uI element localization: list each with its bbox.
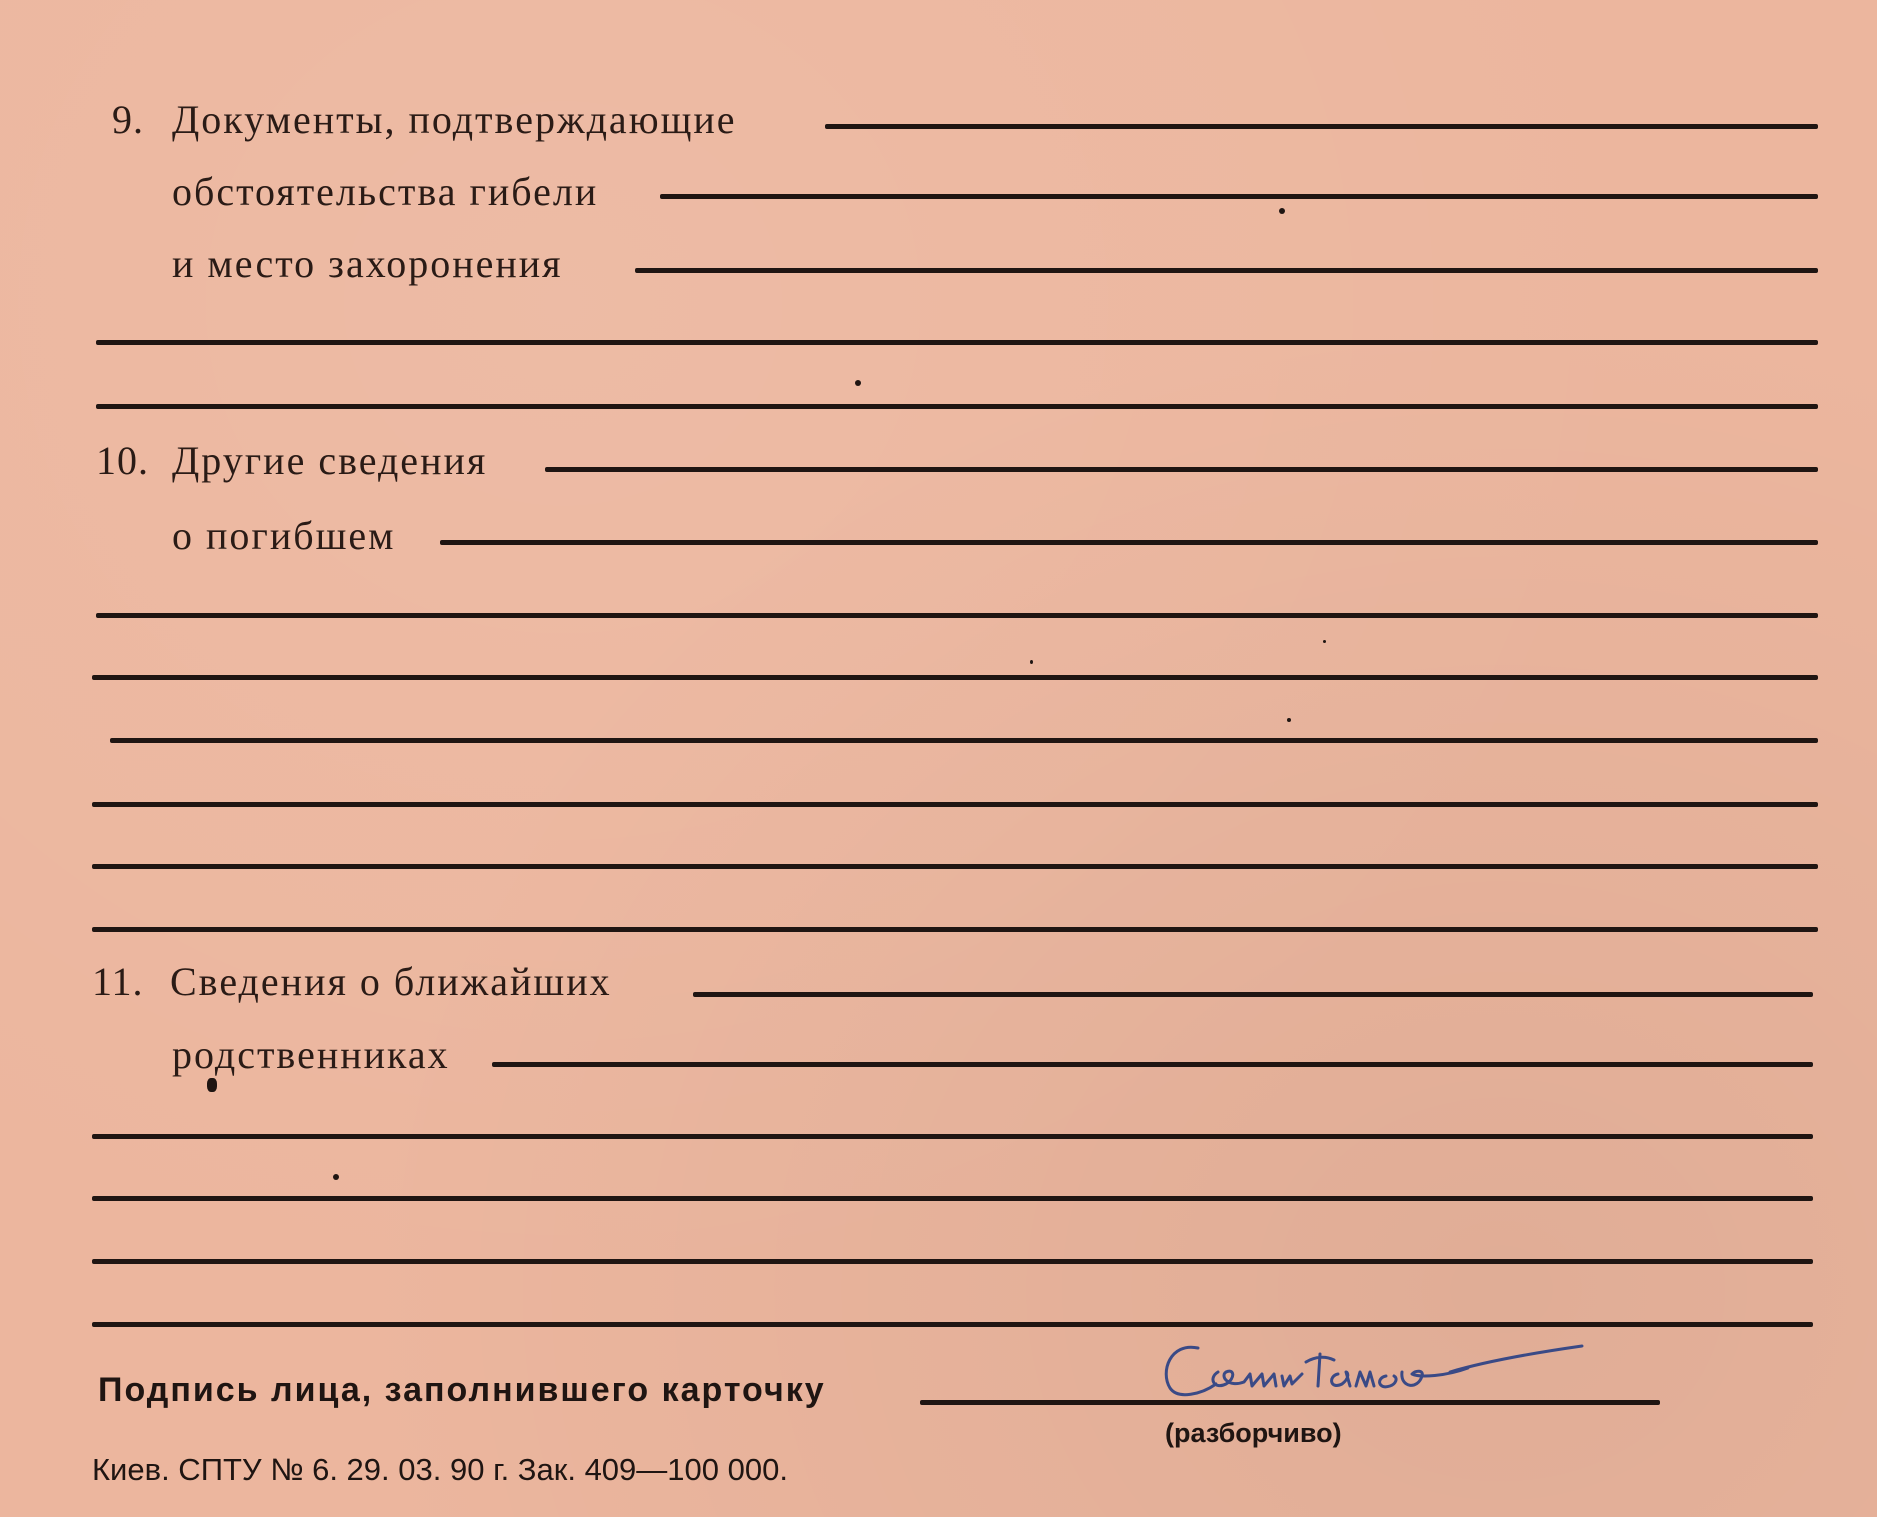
section-9-fill-line-1[interactable] <box>825 124 1818 129</box>
section-9-number: 9. <box>112 97 144 142</box>
section-9-fill-line-5[interactable] <box>96 404 1818 409</box>
section-11-fill-line-4[interactable] <box>92 1196 1813 1201</box>
section-11-fill-line-5[interactable] <box>92 1259 1813 1264</box>
paper-speck <box>333 1174 339 1180</box>
paper-speck <box>1287 718 1291 722</box>
section-9-label-line-1: Документы, подтверждающие <box>172 97 737 142</box>
section-10-fill-line-4[interactable] <box>92 675 1818 680</box>
section-10-label-line-2: о погибшем <box>172 513 396 558</box>
section-9-label-line-3: и место захоронения <box>172 241 563 286</box>
signature-hint: (разборчиво) <box>1165 1418 1342 1448</box>
section-10-number: 10. <box>96 438 149 483</box>
section-9-fill-line-4[interactable] <box>96 340 1818 345</box>
section-10-fill-line-1[interactable] <box>545 467 1818 472</box>
section-11-fill-line-1[interactable] <box>693 992 1813 997</box>
section-11-fill-line-6[interactable] <box>92 1322 1813 1327</box>
paper-speck <box>1030 660 1033 664</box>
section-11-fill-line-2[interactable] <box>492 1062 1813 1067</box>
section-11-fill-line-3[interactable] <box>92 1134 1813 1139</box>
section-9-fill-line-2[interactable] <box>660 194 1818 199</box>
section-9-label-line-2: обстоятельства гибели <box>172 169 599 214</box>
paper-speck <box>1279 208 1285 214</box>
section-11-number: 11. <box>92 959 144 1004</box>
section-9-fill-line-3[interactable] <box>635 268 1818 273</box>
section-10-fill-line-6[interactable] <box>92 802 1818 807</box>
section-11-label-line-2: родственниках <box>172 1032 450 1077</box>
section-10-fill-line-3[interactable] <box>96 613 1818 618</box>
paper-speck <box>1323 640 1326 643</box>
section-10-label-line-1: Другие сведения <box>172 438 488 483</box>
signature-label: Подпись лица, заполнившего карточку <box>98 1371 826 1409</box>
section-11-label-line-1: Сведения о ближайших <box>170 959 612 1004</box>
section-10-fill-line-5[interactable] <box>110 738 1818 743</box>
section-10-fill-line-2[interactable] <box>440 540 1818 545</box>
section-10-fill-line-8[interactable] <box>92 927 1818 932</box>
printer-imprint: Киев. СПТУ № 6. 29. 03. 90 г. Зак. 409—100 000. <box>92 1452 788 1487</box>
paper-speck <box>207 1078 217 1092</box>
handwritten-signature <box>1150 1332 1630 1412</box>
section-10-fill-line-7[interactable] <box>92 864 1818 869</box>
paper-speck <box>855 380 861 386</box>
